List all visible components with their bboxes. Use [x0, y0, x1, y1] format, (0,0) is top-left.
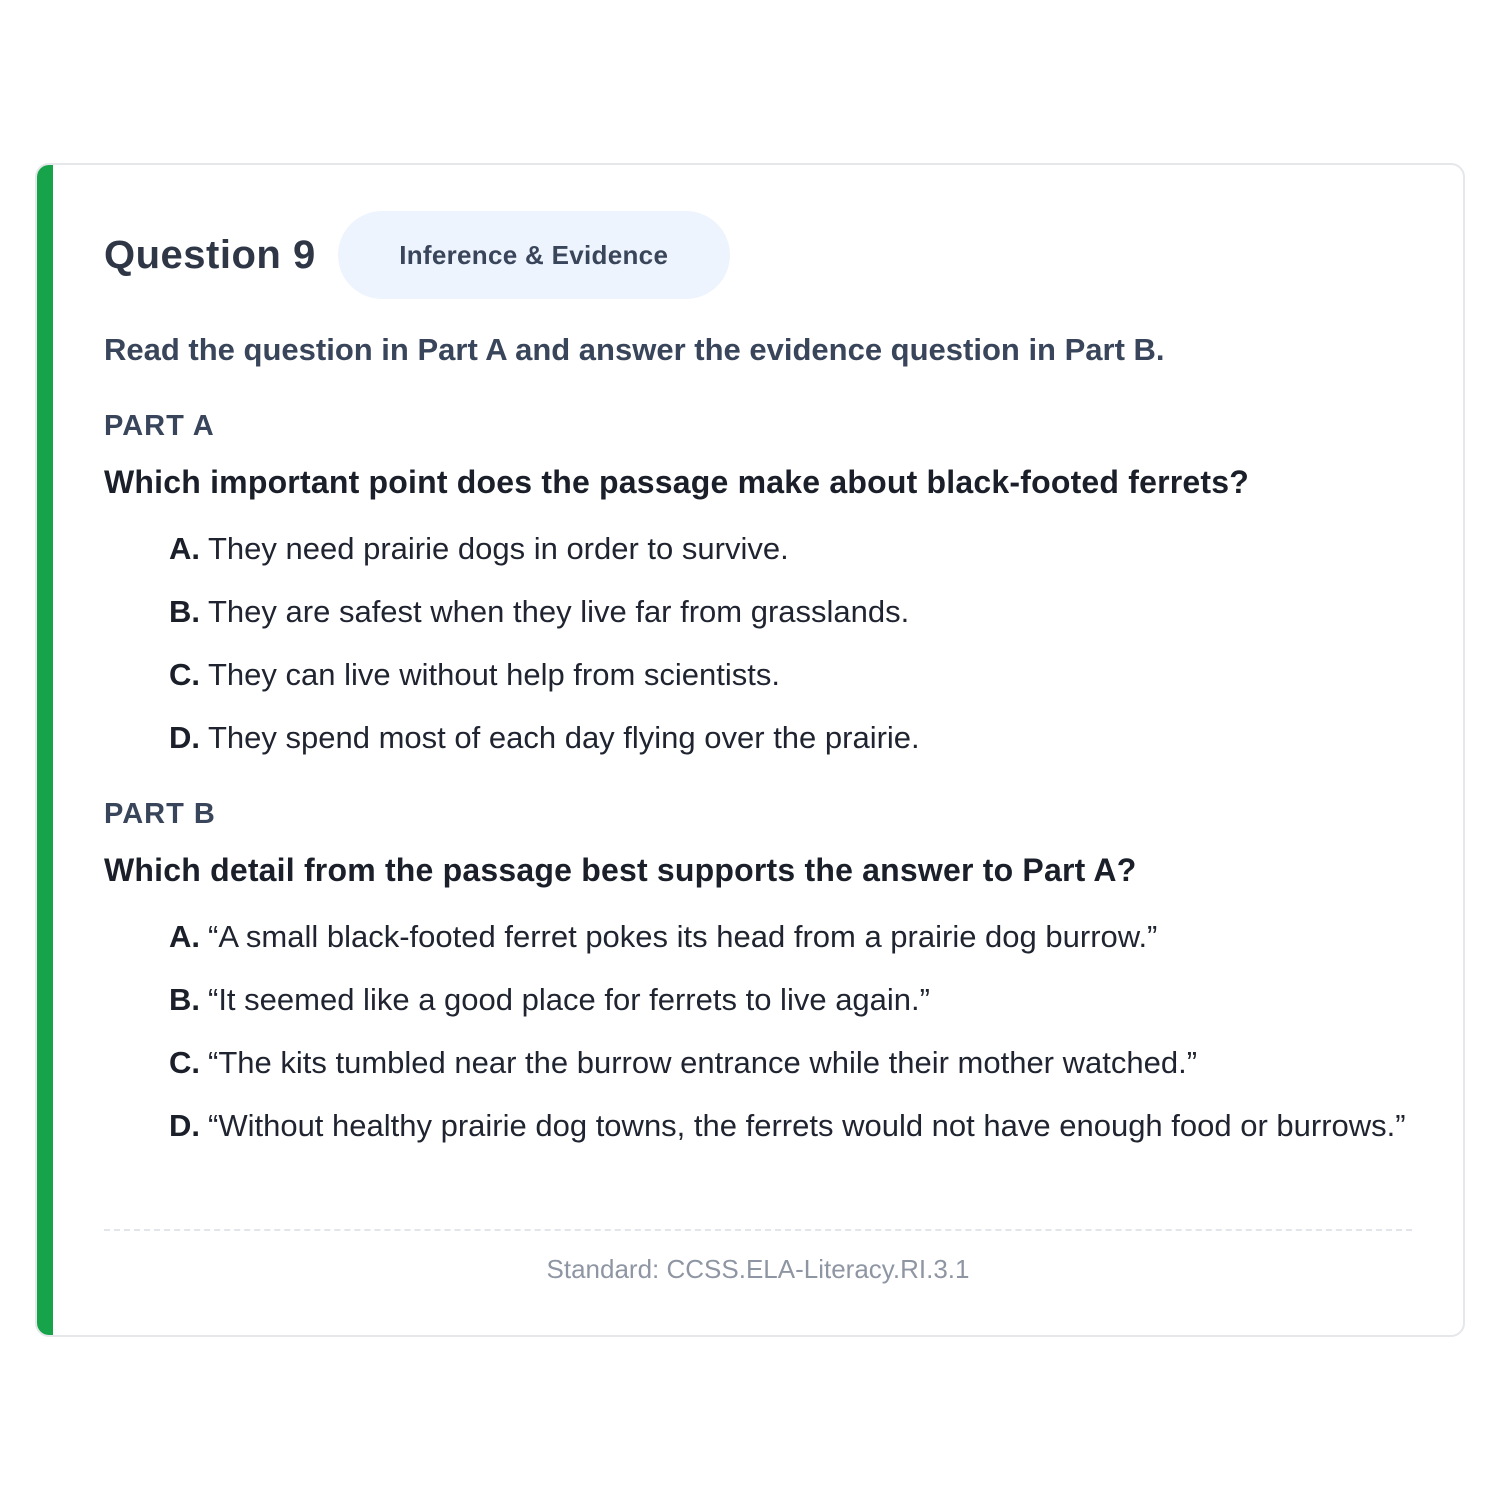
part-a-option-d[interactable] — [169, 715, 1412, 760]
part-a-question: Which important point does the passage make about black-footed ferrets? — [104, 464, 1250, 500]
question-header — [104, 211, 730, 299]
option-letter: A. — [169, 531, 200, 566]
option-text: “It seemed like a good place for ferrets to live again.” — [208, 982, 930, 1017]
option-text: They can live without help from scientists. — [208, 657, 781, 692]
part-b-option-c[interactable] — [169, 1040, 1412, 1085]
question-card — [35, 163, 1465, 1337]
option-letter: D. — [169, 1108, 200, 1143]
accent-bar — [37, 165, 53, 1335]
option-letter: C. — [169, 657, 200, 692]
part-b-option-b[interactable] — [169, 977, 1412, 1022]
part-a-option-a[interactable] — [169, 526, 1412, 571]
part-a-option-c[interactable] — [169, 652, 1412, 697]
part-a-options — [169, 526, 1412, 778]
option-letter: A. — [169, 919, 200, 954]
option-text: They need prairie dogs in order to survive. — [208, 531, 789, 566]
part-a-label: PART A — [104, 410, 215, 442]
option-text: They spend most of each day flying over the prairie. — [208, 720, 920, 755]
option-text: “The kits tumbled near the burrow entrance while their mother watched.” — [208, 1045, 1198, 1080]
part-a-option-b[interactable] — [169, 589, 1412, 634]
footer-divider — [104, 1229, 1412, 1231]
option-letter: D. — [169, 720, 200, 755]
category-badge: Inference & Evidence — [338, 211, 730, 299]
part-b-label: PART B — [104, 798, 216, 830]
instructions: Read the question in Part A and answer the evidence question in Part B. — [104, 332, 1165, 367]
part-b-option-a[interactable] — [169, 914, 1412, 959]
option-letter: C. — [169, 1045, 200, 1080]
question-title: Question 9 — [104, 232, 316, 277]
part-b-options — [169, 914, 1412, 1166]
part-b-option-d[interactable] — [169, 1103, 1412, 1148]
option-text: They are safest when they live far from grasslands. — [208, 594, 910, 629]
part-b-question: Which detail from the passage best supports the answer to Part A? — [104, 852, 1137, 888]
option-letter: B. — [169, 594, 200, 629]
option-text: “Without healthy prairie dog towns, the ferrets would not have enough food or burrows.” — [208, 1108, 1406, 1143]
option-letter: B. — [169, 982, 200, 1017]
standard-label: Standard: CCSS.ELA-Literacy.RI.3.1 — [546, 1254, 970, 1284]
option-text: “A small black-footed ferret pokes its head from a prairie dog burrow.” — [208, 919, 1158, 954]
